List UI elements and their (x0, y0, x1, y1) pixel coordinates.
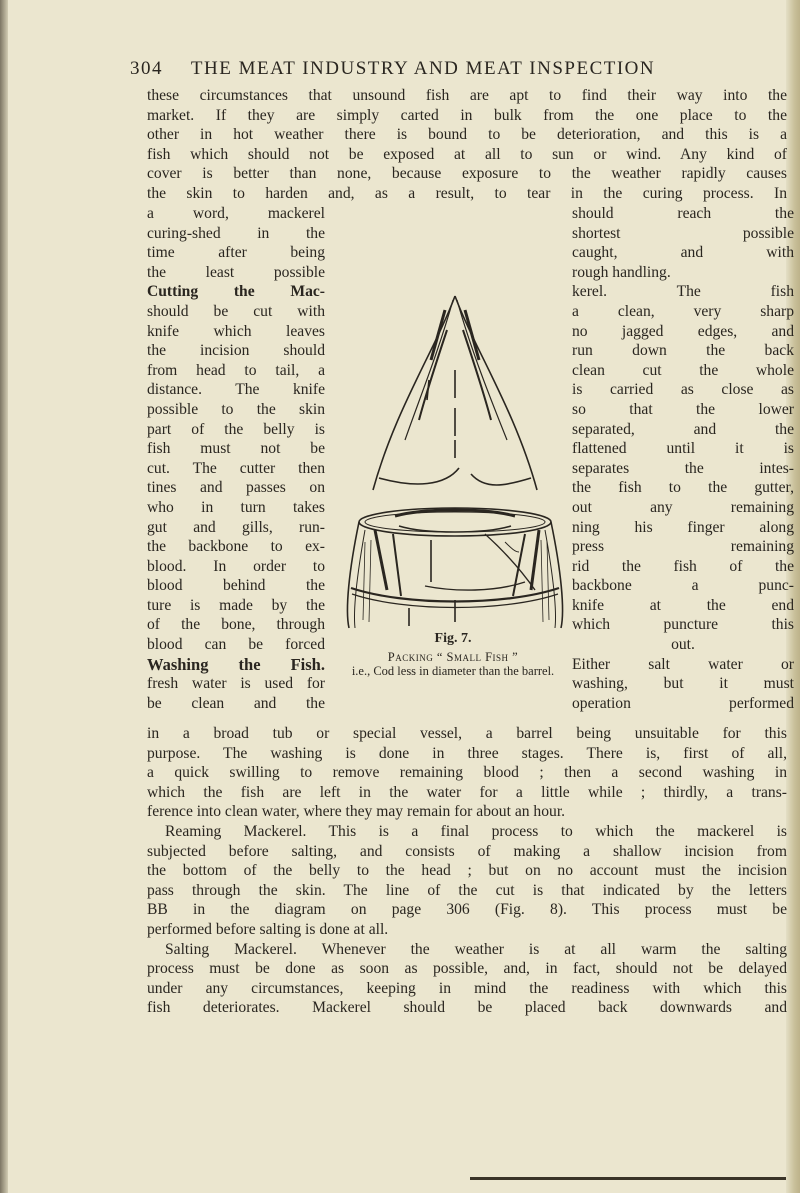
text-line: kerel. The fish (572, 283, 794, 301)
text-line: purpose. The washing is done in three stages. There is, first of all, (147, 744, 787, 762)
text-line: rough handling. (572, 263, 671, 281)
text-line: from head to tail, a (147, 361, 325, 379)
text-line: cut. The cutter then (147, 459, 325, 477)
text-line: so that the lower (572, 400, 794, 418)
text-line: blood can be forced (147, 636, 325, 654)
text-line: a word, mackerel (147, 205, 325, 222)
text-line: knife at the end (572, 596, 794, 614)
text-line: a quick swilling to remove remaining blood ; then a second washing in (147, 764, 787, 782)
figure-label: Fig. 7. (434, 631, 472, 646)
text-line: distance. The knife (147, 381, 325, 399)
text-line: knife which leaves (147, 322, 325, 340)
text-line: cover is better than none, because exposure to the weather rapidly causes (147, 165, 787, 183)
text-line: press remaining (572, 538, 794, 556)
reaming-paragraph-start: Reaming Mackerel. This is a final process to which the mackerel is (165, 822, 787, 840)
figure-description: i.e., Cod less in diameter than the barrel. (351, 664, 555, 678)
text-line: the bottom of the belly to the head ; but on no account must the incision (147, 862, 787, 880)
text-line: subjected before salting, and consists of making a shallow incision from (147, 842, 787, 860)
text-line: curing-shed in the (147, 224, 325, 242)
text-line: the least possible (147, 263, 325, 281)
text-line: a clean, very sharp (572, 302, 794, 320)
text-line: flattened until it is (572, 440, 794, 458)
text-line: separated, and the (572, 420, 794, 438)
text-line: washing, but it must (572, 675, 794, 693)
figure-caption (333, 632, 573, 678)
text-line: ture is made by the (147, 596, 325, 614)
text-line: time after being (147, 244, 325, 262)
text-line: gut and gills, run- (147, 518, 325, 536)
text-line: run down the back (572, 342, 794, 360)
text-line: operation performed (572, 694, 794, 712)
text-line: fish must not be (147, 440, 325, 458)
text-line: the skin to harden and, as a result, to tear in the curing process. In (147, 184, 787, 202)
text-line: which puncture this (572, 616, 794, 634)
running-header (130, 58, 690, 84)
text-line: no jagged edges, and (572, 322, 794, 340)
salting-paragraph-start: Salting Mackerel. Whenever the weather is at all warm the salting (165, 940, 787, 958)
text-line: blood behind the (147, 577, 325, 595)
text-line: caught, and with (572, 244, 794, 262)
text-line: pass through the skin. The line of the cut is that indicated by the letters (147, 881, 787, 899)
text-line: clean cut the whole (572, 361, 794, 379)
text-line: separates the intes- (572, 459, 794, 477)
text-line: out. (671, 636, 695, 654)
text-line: be clean and the (147, 694, 325, 712)
text-line: backbone a punc- (572, 577, 794, 595)
text-line: the incision should (147, 342, 325, 360)
text-line: the fish to the gutter, (572, 479, 794, 497)
text-line: ference into clean water, where they may remain for about an hour. (147, 803, 566, 821)
text-line: fish deteriorates. Mackerel should be placed back downwards and (147, 999, 787, 1017)
left-column (147, 204, 325, 713)
body-text (147, 724, 787, 1018)
figure-title: Packing “ Small Fish ” (387, 650, 519, 664)
text-line: of the bone, through (147, 616, 325, 634)
text-line: is carried as close as (572, 381, 794, 399)
text-line: Either salt water or (572, 655, 794, 673)
text-line: process must be done as soon as possible, and, in fact, should not be delayed (147, 960, 787, 978)
text-line: the backbone to ex- (147, 538, 325, 556)
text-line: BB in the diagram on page 306 (Fig. 8). This process must be (147, 901, 787, 919)
side-heading-washing: Washing the Fish. (147, 654, 325, 674)
text-line: market. If they are simply carted in bulk from the one place to the (147, 106, 787, 124)
text-line: other in hot weather there is bound to be deterioration, and this is a (147, 126, 787, 144)
running-title: THE MEAT INDUSTRY AND MEAT INSPECTION (190, 58, 656, 79)
barrel-fish-illustration (335, 290, 575, 630)
text-line: which the fish are left in the water for a little while ; thirdly, a trans- (147, 783, 787, 801)
text-line: in a broad tub or special vessel, a barrel being unsuitable for this (147, 725, 787, 742)
text-line: blood. In order to (147, 557, 325, 575)
right-column (572, 204, 794, 713)
text-line: out any remaining (572, 498, 794, 516)
text-line: should reach the (572, 205, 794, 222)
text-line: part of the belly is (147, 420, 325, 438)
text-line: possible to the skin (147, 400, 325, 418)
page-gutter-shadow (0, 0, 8, 1193)
text-line: ning his finger along (572, 518, 794, 536)
intro-paragraph (147, 86, 787, 204)
text-line: should be cut with (147, 302, 325, 320)
text-line: rid the fish of the (572, 557, 794, 575)
page-number: 304 (130, 58, 163, 79)
text-line: fish which should not be exposed at all to sun or wind. Any kind of (147, 145, 787, 163)
page-bottom-rule (470, 1177, 786, 1180)
text-line: these circumstances that unsound fish are apt to find their way into the (147, 87, 787, 104)
text-line: under any circumstances, keeping in mind the readiness with which this (147, 979, 787, 997)
text-line: performed before salting is done at all. (147, 920, 389, 938)
side-heading-cutting: Cutting the Mac- (147, 283, 325, 301)
text-line: who in turn takes (147, 498, 325, 516)
text-line: tines and passes on (147, 479, 325, 497)
text-line: fresh water is used for (147, 675, 325, 693)
text-line: shortest possible (572, 224, 794, 242)
